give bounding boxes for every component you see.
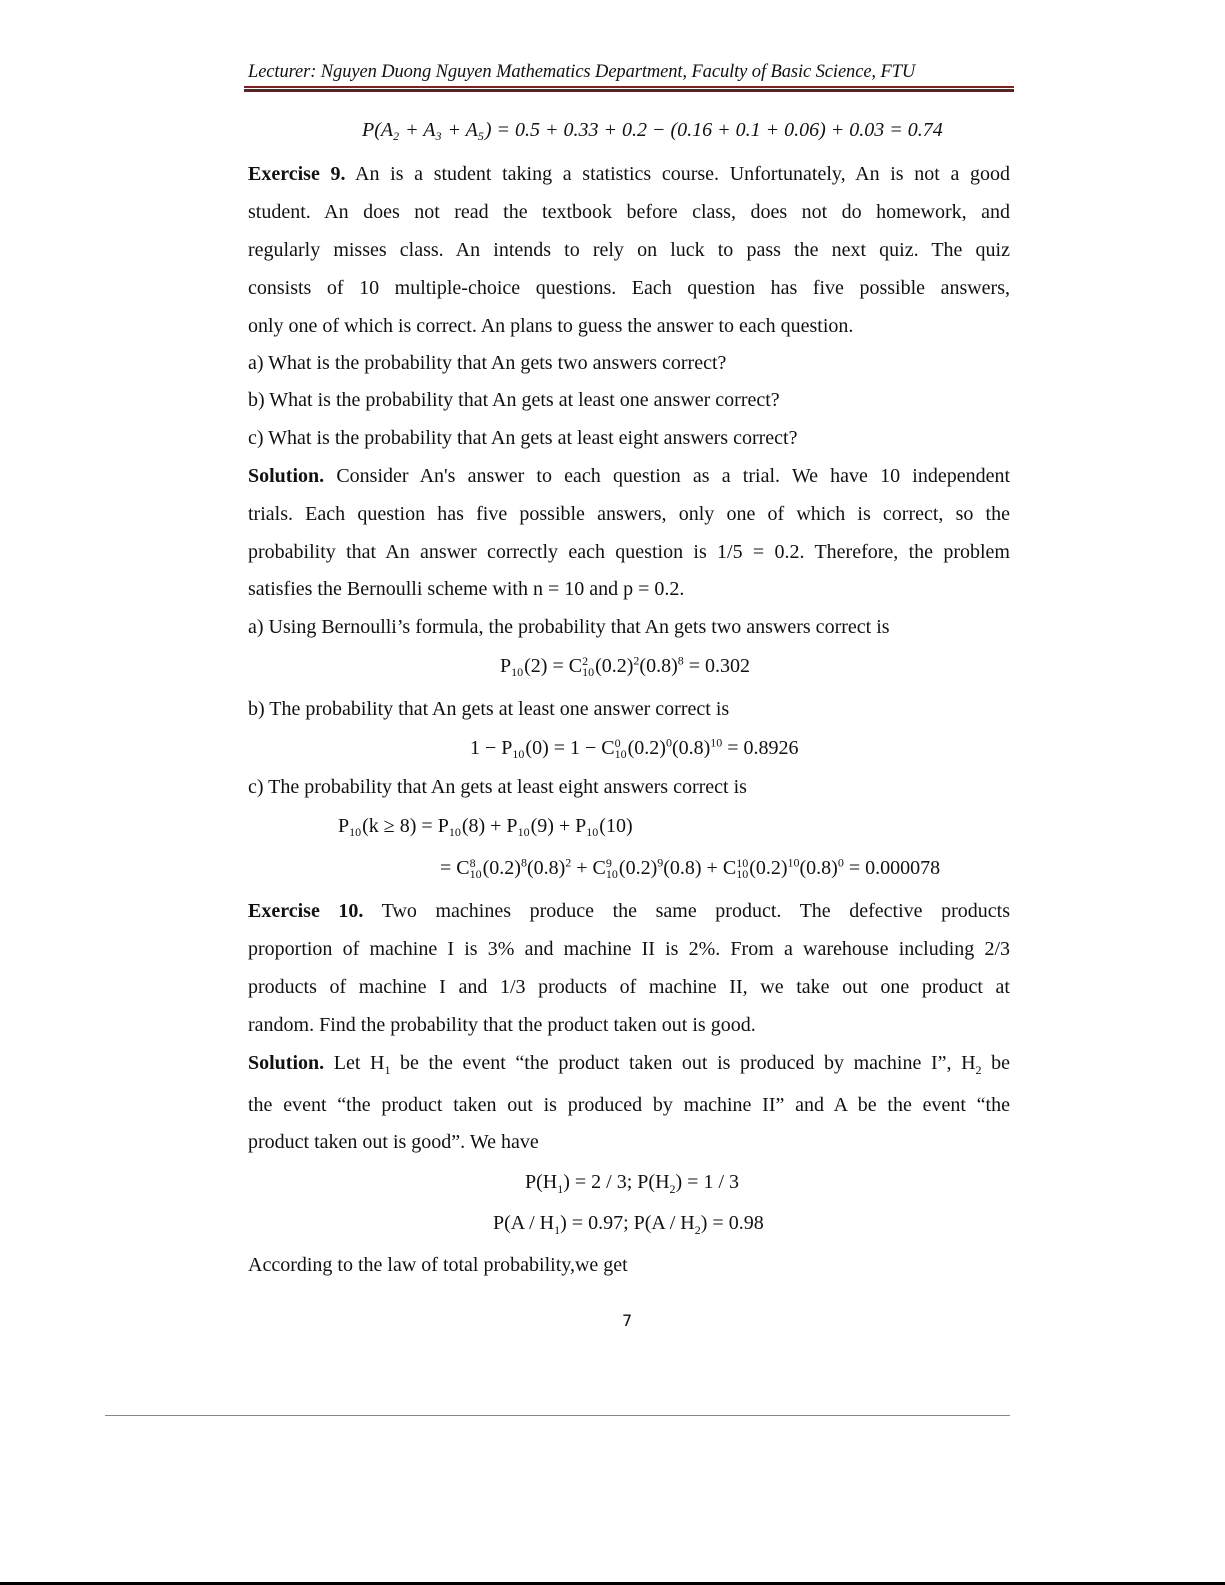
running-header: Lecturer: Nguyen Duong Nguyen Mathematics Department, Faculty of Basic Science, FTU	[248, 62, 916, 82]
equation-c-1	[338, 814, 633, 838]
math-script: 2 10	[582, 654, 595, 680]
solution-10-line: product taken out is good”. We have	[248, 1131, 539, 1153]
math-text: (8) + P	[461, 815, 518, 837]
math-text: ) = 1 / 3	[675, 1171, 740, 1193]
solution-label: Solution.	[248, 1052, 325, 1074]
exercise-10-label: Exercise 10.	[248, 900, 364, 922]
math-text: ) = 2 / 3; P(H	[563, 1171, 670, 1193]
math-text: (9) + P	[530, 815, 587, 837]
solution-10-line: the event “the product taken out is produced by machine II” and A be the event “the	[248, 1094, 1010, 1116]
exercise-9-line: only one of which is correct. An plans to guess the answer to each question.	[248, 315, 854, 337]
math-script: 10	[586, 825, 599, 840]
math-script: 5	[477, 129, 484, 144]
exercise-10-line: products of machine I and 1/3 products of machine II, we take out one product at	[248, 976, 1010, 998]
exercise-9-line: Exercise 9. An is a student taking a statistics course. Unfortunately, An is not a good	[248, 163, 1010, 185]
math-subscript: 1	[384, 1063, 391, 1077]
question-a: a) What is the probability that An gets two answers correct?	[248, 352, 727, 374]
math-text: + A	[400, 119, 436, 141]
math-subscript: 2	[975, 1063, 982, 1077]
math-script: 10	[512, 747, 525, 762]
math-superscript: 10	[710, 735, 723, 750]
math-script: 10	[511, 665, 524, 680]
math-text: + A	[442, 119, 478, 141]
math-text: (0) = 1 − C	[525, 737, 615, 759]
math-text: ) = 0.5 + 0.33 + 0.2 − (0.16 + 0.1 + 0.06) + 0.03 = 0.74	[484, 119, 943, 141]
exercise-9-line: regularly misses class. An intends to rely on luck to pass the next quiz. The quiz	[248, 239, 1010, 261]
math-script: 3	[435, 129, 442, 144]
math-text: (0.8)	[639, 655, 678, 677]
math-text: (0.8) + C	[663, 857, 737, 879]
math-text: (2) = C	[524, 655, 583, 677]
question-c: c) What is the probability that An gets at least eight answers correct?	[248, 427, 798, 449]
math-script: 2	[393, 129, 400, 144]
math-script: 8 10	[469, 856, 482, 882]
solution-9-line: trials. Each question has five possible answers, only one of which is correct, so the	[248, 503, 1010, 525]
math-subscript: 2	[694, 1223, 701, 1237]
math-superscript: 2	[565, 855, 572, 870]
equation-c-2	[440, 856, 940, 880]
math-text: P(A / H	[493, 1212, 555, 1234]
header-rule	[244, 86, 1014, 88]
page-number: 7	[622, 1311, 633, 1330]
equation-h	[525, 1170, 739, 1194]
math-script: 10 10	[736, 856, 749, 882]
math-text: Let H	[324, 1052, 385, 1074]
math-text: = 0.302	[683, 655, 751, 677]
exercise-10-line: proportion of machine I is 3% and machine II is 2%. From a warehouse including 2/3	[248, 938, 1010, 960]
math-subscript: 1	[554, 1223, 561, 1237]
math-text: 1 − P	[470, 737, 513, 759]
math-text: + C	[571, 857, 606, 879]
math-script: 9 10	[605, 856, 618, 882]
solution-9-line: satisfies the Bernoulli scheme with n = 10 and p = 0.2.	[248, 578, 685, 600]
math-text: (0.8)	[671, 737, 711, 759]
equation-a	[500, 654, 750, 678]
math-text: ) = 0.97; P(A / H	[560, 1212, 695, 1234]
math-superscript: 9	[657, 855, 664, 870]
closing-line: According to the law of total probability,we get	[248, 1254, 628, 1276]
exercise-9-line: consists of 10 multiple-choice questions. Each question has five possible answers,	[248, 277, 1010, 299]
math-text: = 0.8926	[722, 737, 799, 759]
math-script: 10	[448, 825, 461, 840]
solution-label: Solution.	[248, 465, 325, 487]
solution-b-text: b) The probability that An gets at least one answer correct is	[248, 698, 730, 720]
exercise-9-line: student. An does not read the textbook before class, does not do homework, and	[248, 201, 1010, 223]
solution-9-line: Solution. Consider An's answer to each question as a trial. We have 10 independent	[248, 465, 1010, 487]
solution-c-text: c) The probability that An gets at least eight answers correct is	[248, 776, 747, 798]
math-text: (k ≥ 8) = P	[362, 815, 449, 837]
math-text: = C	[440, 857, 470, 879]
math-script: 0 10	[614, 736, 627, 762]
math-script: 10	[349, 825, 362, 840]
footer-rule	[105, 1415, 1010, 1416]
math-script: 10	[517, 825, 530, 840]
math-text: P	[338, 815, 350, 837]
solution-a-text: a) Using Bernoulli’s formula, the probability that An gets two answers correct is	[248, 616, 890, 638]
math-text: (0.2)	[482, 857, 521, 879]
exercise-10-line: random. Find the probability that the product taken out is good.	[248, 1014, 756, 1036]
math-text: (0.2)	[627, 737, 666, 759]
math-subscript: 2	[669, 1182, 676, 1196]
header-rule-thick	[244, 89, 1014, 92]
equation-a-given-h	[493, 1211, 764, 1235]
math-text: be the event “the product taken out is produced by machine I”, H	[390, 1052, 976, 1074]
solution-10-line	[248, 1051, 1010, 1075]
math-text: ) = 0.98	[700, 1212, 764, 1234]
math-text: (0.8)	[799, 857, 838, 879]
equation-b	[470, 736, 799, 760]
math-text: (0.8)	[526, 857, 566, 879]
math-text: (0.2)	[618, 857, 658, 879]
math-text: (10)	[599, 815, 633, 837]
math-superscript: 0	[837, 855, 844, 870]
math-text: (0.2)	[749, 857, 788, 879]
math-superscript: 8	[677, 653, 684, 668]
math-superscript: 10	[787, 855, 800, 870]
question-b: b) What is the probability that An gets at least one answer correct?	[248, 389, 780, 411]
solution-9-line: probability that An answer correctly each question is 1/5 = 0.2. Therefore, the problem	[248, 541, 1010, 563]
math-superscript: 8	[520, 855, 527, 870]
math-text: P	[500, 655, 512, 677]
math-superscript: 2	[633, 653, 640, 668]
math-subscript: 1	[557, 1182, 564, 1196]
equation-top	[362, 118, 943, 142]
math-text: = 0.000078	[843, 857, 941, 879]
exercise-9-label: Exercise 9.	[248, 163, 346, 185]
math-text: (0.2)	[595, 655, 634, 677]
math-superscript: 0	[665, 735, 672, 750]
exercise-10-line: Exercise 10. Two machines produce the same product. The defective products	[248, 900, 1011, 922]
math-text: be	[981, 1052, 1010, 1074]
math-text: P(A	[362, 119, 394, 141]
math-text: P(H	[525, 1171, 558, 1193]
